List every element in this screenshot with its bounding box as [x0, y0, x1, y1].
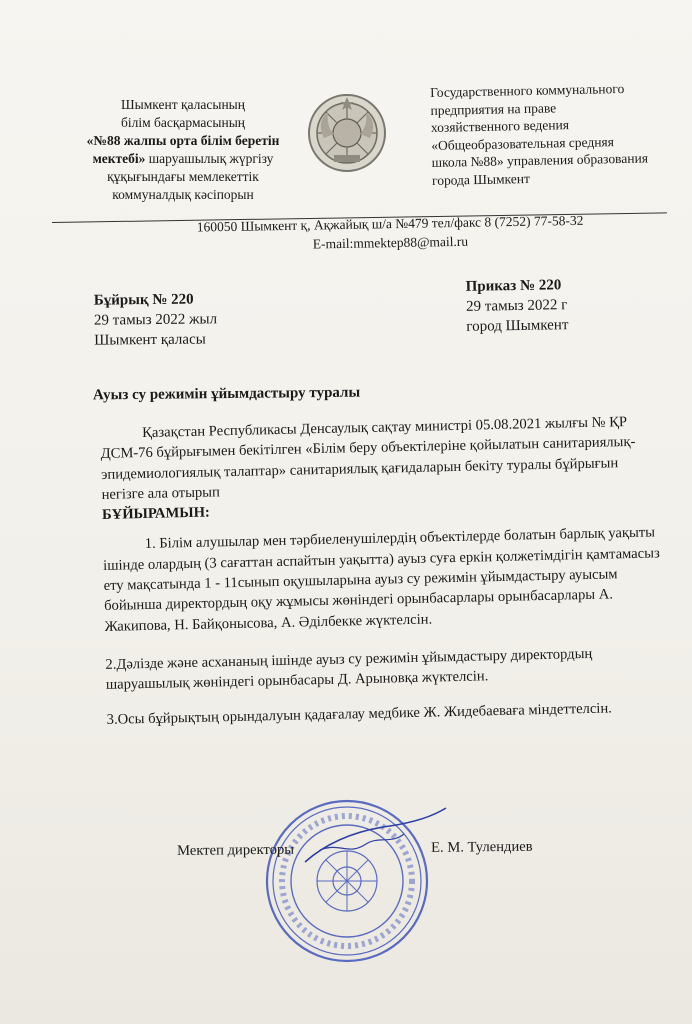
- kazakhstan-emblem-icon: [306, 92, 388, 174]
- address-line: 160050 Шымкент қ, Ақжайық ш/а №479 тел/факс 8 (7252) 77-58-32: [196, 212, 584, 235]
- header-kz-organization: [58, 96, 308, 204]
- order-body: [100, 411, 667, 729]
- header-kz-bold-part: мектебі»: [92, 151, 146, 166]
- body-item-3: 3.Осы бұйрықтың орындалуын қадағалау медбике Ж. Жидебаеваға міндеттелсін.: [106, 700, 613, 728]
- header-ru-line: школа №88» управления образования: [431, 150, 649, 170]
- order-kz-date: 29 тамыз 2022 жыл: [93, 311, 218, 329]
- order-ru-number: Приказ № 220: [465, 277, 562, 295]
- header-ru-line: хозяйственного ведения: [430, 117, 570, 135]
- order-kz-block: [94, 289, 218, 350]
- header-kz-bold-line: «№88 жалпы орта білім беретін: [86, 133, 280, 148]
- order-kz-number: Бұйрық № 220: [93, 291, 194, 309]
- body-item-2: 2.Дәлізде және асхананың ішінде ауыз су режимін ұйымдастыру директордың шаруашылық жөніндегі орынбасары Д. Арыновқа жүктелсін.: [105, 645, 593, 694]
- header-ru-line: города Шымкент: [431, 170, 531, 188]
- header-kz-line: Шымкент қаласының: [121, 97, 245, 112]
- email-line: E-mail:mmektep88@mail.ru: [312, 233, 469, 252]
- body-item-1: 1. Білім алушылар мен тәрбиеленушілердің объектілерде болатын барлық уақыты ішінде олардың (3 сағаттан аспайтын уақытта) ауыз суға еркін қолжетімдігін қамтамасыз ету мақсатында 1 - 11сынып оқушыларына ауыз су режимін ұйымдастыру ауысым бойынша директордың оқу жұмысы жөніндегі орынбасарлары орынбасарлары А. Жакипова, Н. Байқонысова, А. Әділбекке жүктелсін.: [103, 524, 660, 635]
- signature-name: Е. М. Тулендиев: [430, 838, 533, 856]
- order-topic: Ауыз су режимін ұйымдастыру туралы: [92, 384, 361, 404]
- contact-block: [170, 210, 611, 256]
- body-intro: Қазақстан Республикасы Денсаулық сақтау министрі 05.08.2021 жылғы № ҚР ДСМ-76 бұйрығымен бекітілген «Білім беру объектілеріне қойылатын санитариялық-эпидемиологиялық талаптар» санитариялық қағидаларын бекіту туралы бұйрығын негізге ала отырып: [100, 414, 636, 503]
- order-ru-block: [465, 275, 568, 337]
- header-ru-line: предприятия на праве: [430, 99, 557, 118]
- header-kz-line: білім басқармасының: [121, 115, 245, 130]
- header-kz-mixed-line: [58, 150, 308, 168]
- signature-role: Мектеп директоры: [177, 841, 295, 859]
- header-ru-organization: [430, 79, 682, 189]
- header-kz-line: коммуналдық кәсіпорын: [112, 187, 254, 202]
- header-kz-line: құқығындағы мемлекеттік: [107, 169, 259, 184]
- header-ru-line: Государственного коммунального: [430, 80, 625, 100]
- order-ru-city: город Шымкент: [466, 317, 569, 335]
- header-ru-line: «Общеобразовательная средняя: [431, 133, 615, 153]
- body-decree: БҰЙЫРАМЫН:: [101, 504, 211, 524]
- order-ru-date: 29 тамыз 2022 г: [465, 297, 568, 315]
- header-kz-rest-part: шаруашылық жүргізу: [145, 151, 274, 166]
- signature-scribble: [300, 800, 450, 880]
- order-kz-city: Шымкент қаласы: [94, 331, 206, 349]
